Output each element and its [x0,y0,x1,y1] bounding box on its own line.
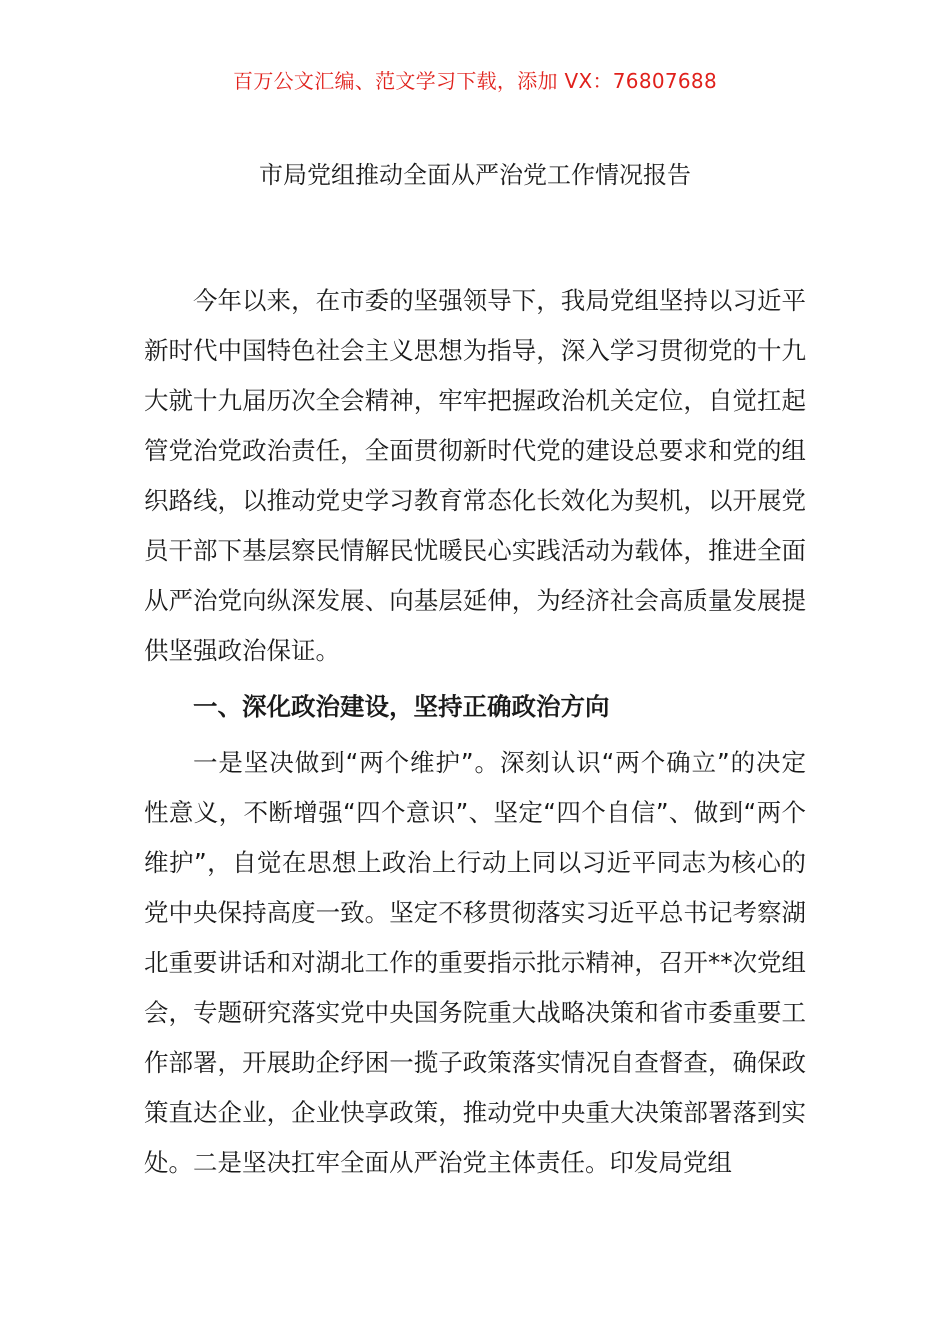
section-heading-1: 一、深化政治建设，坚持正确政治方向 [193,692,610,721]
intro-paragraph: 今年以来，在市委的坚强领导下，我局党组坚持以习近平新时代中国特色社会主义思想为指导，深入学习贯彻党的十九大就十九届历次全会精神，牢牢把握政治机关定位，自觉扛起管党治党政治责任，全面贯彻新时代党的建设总要求和党的组织路线，以推动党史学习教育常态化长效化为契机，以开展党员干部下基层察民情解民忧暖民心实践活动为载体，推进全面从严治党向纵深发展、向基层延伸，为经济社会高质量发展提供坚强政治保证。 [144,286,806,665]
section-paragraph-1: 一是坚决做到“两个维护”。深刻认识“两个确立”的决定性意义，不断增强“四个意识”、坚定“四个自信”、做到“两个维护”，自觉在思想上政治上行动上同以习近平同志为核心的党中央保持高度一致。坚定不移贯彻落实习近平总书记考察湖北重要讲话和对湖北工作的重要指示批示精神，召开**次党组会，专题研究落实党中央国务院重大战略决策和省市委重要工作部署，开展助企纾困一揽子政策落实情况自查督查，确保政策直达企业，企业快享政策，推动党中央重大决策部署落到实处。二是坚决扛牢全面从严治党主体责任。印发局党组 [144,748,806,1177]
watermark-banner: 百万公文汇编、范文学习下载，添加 VX：76807688 [233,69,717,93]
document-title: 市局党组推动全面从严治党工作情况报告 [259,161,691,189]
